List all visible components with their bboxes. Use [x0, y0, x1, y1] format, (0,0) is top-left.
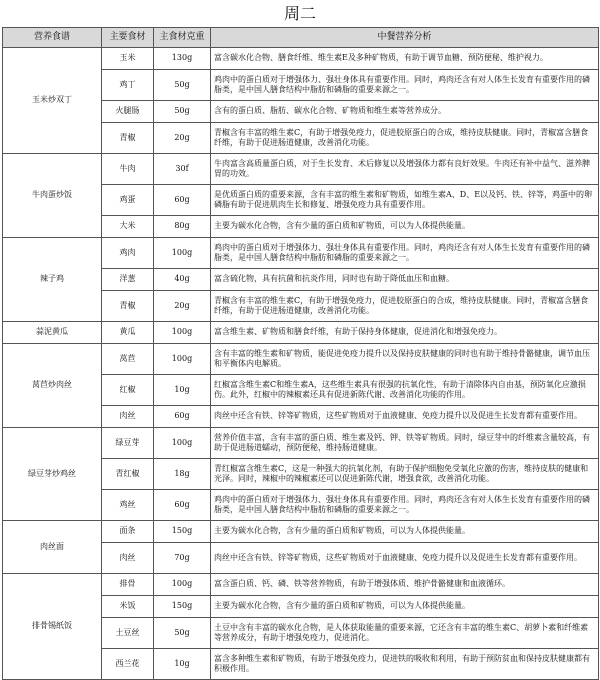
weight-cell: 10g	[154, 649, 211, 680]
table-row	[3, 428, 599, 459]
analysis-cell: 主要为碳水化合物，含有少量的蛋白质和矿物质，可以为人体提供能量。	[211, 596, 599, 618]
ingredient-cell: 面条	[102, 521, 154, 543]
recipe-name: 蒜泥黄瓜	[3, 322, 102, 344]
ingredient-cell: 牛肉	[102, 154, 154, 185]
table-row	[3, 344, 599, 375]
ingredient-cell: 火腿肠	[102, 101, 154, 123]
nutrition-table	[2, 27, 599, 680]
recipe-name: 玉米炒双丁	[3, 48, 102, 154]
analysis-cell: 青椒含有丰富的维生素C，有助于增强免疫力，促进胶原蛋白的合成，维持皮肤健康。同时，青椒富含膳食纤维，有助于促进肠道健康，改善消化功能。	[211, 123, 599, 154]
ingredient-cell: 西兰花	[102, 649, 154, 680]
weight-cell: 60g	[154, 490, 211, 521]
ingredient-cell: 青红椒	[102, 459, 154, 490]
ingredient-cell: 肉丝	[102, 406, 154, 428]
analysis-cell: 富含硫化物，具有抗菌和抗炎作用，同时也有助于降低血压和血糖。	[211, 269, 599, 291]
analysis-cell: 富含碳水化合物、膳食纤维、维生素E及多种矿物质，有助于调节血糖、预防便秘、维护视力。	[211, 48, 599, 70]
analysis-cell: 主要为碳水化合物，含有少量的蛋白质和矿物质，可以为人体提供能量。	[211, 521, 599, 543]
weight-cell: 30f	[154, 154, 211, 185]
table-row	[3, 238, 599, 269]
ingredient-cell: 青椒	[102, 123, 154, 154]
weight-cell: 60g	[154, 185, 211, 216]
weight-cell: 100g	[154, 428, 211, 459]
weight-cell: 100g	[154, 322, 211, 344]
weight-cell: 40g	[154, 269, 211, 291]
ingredient-cell: 玉米	[102, 48, 154, 70]
weight-cell: 50g	[154, 70, 211, 101]
analysis-cell: 鸡肉中的蛋白质对于增强体力、强壮身体具有重要作用。同时，鸡肉还含有对人体生长发育有重要作用的磷脂类，是中国人膳食结构中脂肪和磷脂的重要来源之一。	[211, 70, 599, 101]
table-row	[3, 322, 599, 344]
weight-cell: 50g	[154, 101, 211, 123]
weight-cell: 100g	[154, 238, 211, 269]
weight-cell: 60g	[154, 406, 211, 428]
analysis-cell: 鸡肉中的蛋白质对于增强体力、强壮身体具有重要作用。同时，鸡肉还含有对人体生长发育有重要作用的磷脂类，是中国人膳食结构中脂肪和磷脂的重要来源之一。	[211, 238, 599, 269]
recipe-name: 肉丝面	[3, 521, 102, 574]
header-ingredient: 主要食材	[102, 28, 154, 48]
analysis-cell: 鸡肉中的蛋白质对于增强体力、强壮身体具有重要作用。同时，鸡肉还含有对人体生长发育有重要作用的磷脂类，是中国人膳食结构中脂肪和磷脂的重要来源之一。	[211, 490, 599, 521]
weight-cell: 130g	[154, 48, 211, 70]
analysis-cell: 是优质蛋白质的重要来源，含有丰富的维生素和矿物质，如维生素A、D、E以及钙、铁、锌等，鸡蛋中的卵磷脂有助于促进肌肉生长和修复、增强免疫力具有重要作用。	[211, 185, 599, 216]
recipe-name: 绿豆芽炒鸡丝	[3, 428, 102, 521]
weight-cell: 10g	[154, 375, 211, 406]
analysis-cell: 富含多种维生素和矿物质，有助于增强免疫力，促进铁的吸收和利用，有助于预防贫血和保持皮肤健康都有积极作用。	[211, 649, 599, 680]
ingredient-cell: 红椒	[102, 375, 154, 406]
weight-cell: 70g	[154, 543, 211, 574]
ingredient-cell: 土豆丝	[102, 618, 154, 649]
analysis-cell: 主要为碳水化合物，含有少量的蛋白质和矿物质，可以为人体提供能量。	[211, 216, 599, 238]
ingredient-cell: 排骨	[102, 574, 154, 596]
table-row	[3, 521, 599, 543]
weight-cell: 50g	[154, 618, 211, 649]
table-row	[3, 574, 599, 596]
ingredient-cell: 绿豆芽	[102, 428, 154, 459]
analysis-cell: 红椒富含维生素C和维生素A，这些维生素具有很强的抗氧化性，有助于清除体内自由基，预防氧化应激损伤。此外，红椒中的辣椒素还具有促进新陈代谢、改善消化功能的作用。	[211, 375, 599, 406]
header-weight: 主食材克重	[154, 28, 211, 48]
ingredient-cell: 洋葱	[102, 269, 154, 291]
analysis-cell: 含有丰富的维生素和矿物质，能促进免疫力提升以及保持皮肤健康的同时也有助于维持骨骼健康，调节血压和平衡体内电解质。	[211, 344, 599, 375]
weight-cell: 20g	[154, 123, 211, 154]
header-analysis: 中餐营养分析	[211, 28, 599, 48]
analysis-cell: 土豆中含有丰富的碳水化合物，是人体获取能量的重要来源，它还含有丰富的维生素C、胡萝卜素和纤维素等营养成分，有助于增强免疫力，促进消化。	[211, 618, 599, 649]
analysis-cell: 青椒含有丰富的维生素C，有助于增强免疫力，促进胶原蛋白的合成，维持皮肤健康。同时，青椒富含膳食纤维，有助于促进肠道健康，改善消化功能。	[211, 291, 599, 322]
analysis-cell: 含有的蛋白质、脂肪、碳水化合物、矿物质和维生素等营养成分。	[211, 101, 599, 123]
analysis-cell: 肉丝中还含有铁、锌等矿物质，这些矿物质对于血液健康、免疫力提升以及促进生长发育都有重要作用。	[211, 406, 599, 428]
analysis-cell: 富含维生素、矿物质和膳食纤维，有助于保持身体健康，促进消化和增强免疫力。	[211, 322, 599, 344]
analysis-cell: 牛肉富含高质量蛋白质，对于生长发育、术后修复以及增强体力都有良好效果。牛肉还有补中益气、滋养脾胃的功效。	[211, 154, 599, 185]
ingredient-cell: 鸡丝	[102, 490, 154, 521]
weight-cell: 100g	[154, 574, 211, 596]
page-title: 周二	[283, 4, 316, 23]
weight-cell: 20g	[154, 291, 211, 322]
ingredient-cell: 莴苣	[102, 344, 154, 375]
ingredient-cell: 青椒	[102, 291, 154, 322]
recipe-name: 辣子鸡	[3, 238, 102, 322]
weight-cell: 150g	[154, 596, 211, 618]
recipe-name: 牛肉蛋炒饭	[3, 154, 102, 238]
ingredient-cell: 鸡丁	[102, 70, 154, 101]
table-row	[3, 48, 599, 70]
analysis-cell: 青红椒富含维生素C，这是一种强大的抗氧化剂，有助于保护细胞免受氧化应激的伤害，维持皮肤的健康和光泽。同时，辣椒中的辣椒素还可以促进新陈代谢，增强食欲，改善消化功能。	[211, 459, 599, 490]
ingredient-cell: 鸡蛋	[102, 185, 154, 216]
analysis-cell: 营养价值丰富，含有丰富的蛋白质、维生素及钙、钾、铁等矿物质。同时，绿豆芽中的纤维素含量较高，有助于促进肠道蠕动，预防便秘，维持肠道健康。	[211, 428, 599, 459]
header-row	[3, 28, 599, 48]
weight-cell: 18g	[154, 459, 211, 490]
weight-cell: 100g	[154, 344, 211, 375]
ingredient-cell: 肉丝	[102, 543, 154, 574]
ingredient-cell: 大米	[102, 216, 154, 238]
recipe-name: 莴苣炒肉丝	[3, 344, 102, 428]
header-recipe: 营养食谱	[3, 28, 102, 48]
weight-cell: 80g	[154, 216, 211, 238]
ingredient-cell: 鸡肉	[102, 238, 154, 269]
ingredient-cell: 米饭	[102, 596, 154, 618]
recipe-name: 排骨锡纸饭	[3, 574, 102, 680]
weight-cell: 150g	[154, 521, 211, 543]
ingredient-cell: 黄瓜	[102, 322, 154, 344]
analysis-cell: 肉丝中还含有铁、锌等矿物质，这些矿物质对于血液健康、免疫力提升以及促进生长发育都有重要作用。	[211, 543, 599, 574]
analysis-cell: 富含蛋白质、钙、磷、铁等营养物质，有助于增强体质、维护骨骼健康和血液循环。	[211, 574, 599, 596]
table-row	[3, 154, 599, 185]
